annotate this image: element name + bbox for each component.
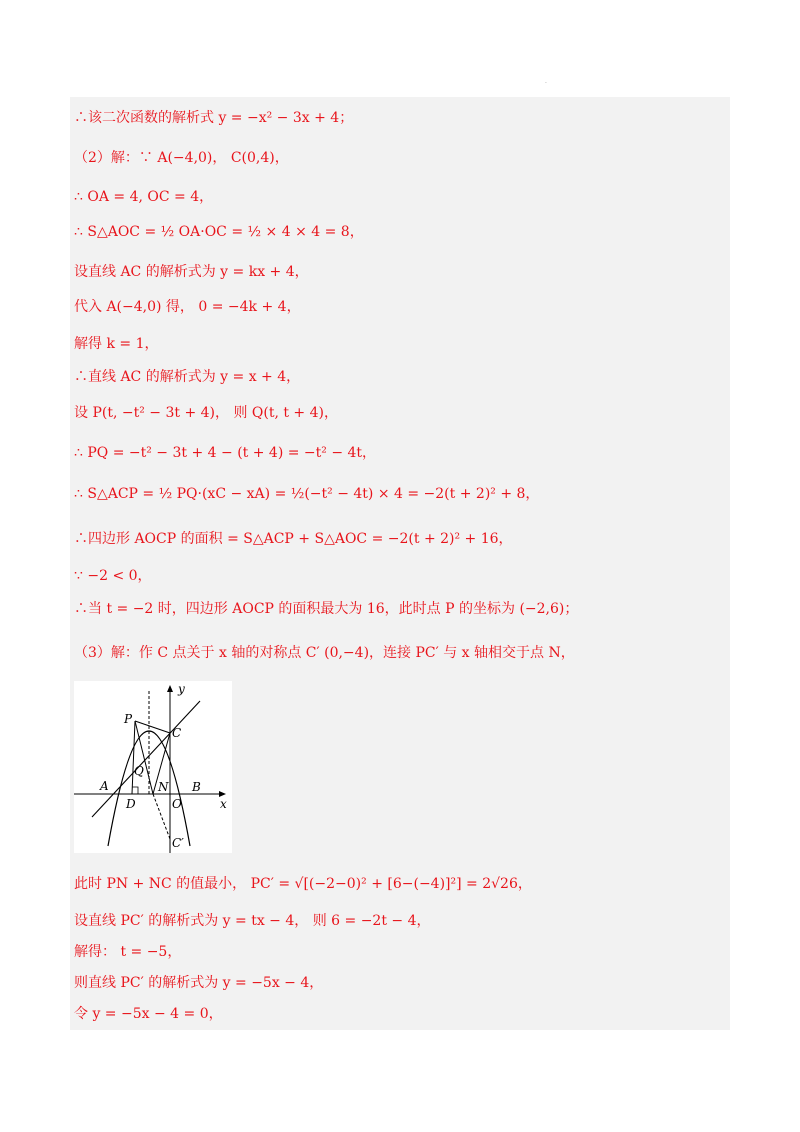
text-line: 代入 A(−4,0) 得， 0 = −4k + 4， [74, 299, 301, 315]
header-mark: · [545, 80, 547, 87]
label-c: C [172, 726, 182, 740]
label-o: O [172, 797, 182, 811]
geometry-figure [74, 681, 232, 853]
text-line: （2）解：∵ A(−4,0)， C(0,4)， [74, 150, 289, 166]
text-line: ∴直线 AC 的解析式为 y = x + 4， [74, 369, 301, 385]
text-line: 此时 PN + NC 的值最小， PC′ = √[(−2−0)² + [6−(−4)]²] = 2√26， [74, 876, 532, 892]
text-line: ∴ PQ = −t² − 3t + 4 − (t + 4) = −t² − 4t， [74, 445, 377, 461]
label-a: A [100, 779, 109, 793]
text-line: 解得： t = −5， [74, 944, 182, 960]
segment-nc-prime [153, 794, 170, 839]
segment-pd [132, 721, 135, 794]
label-x: x [220, 797, 227, 811]
text-line: ∴ S△ACP = ½ PQ·(xC − xA) = ½(−t² − 4t) × 4 = −2(t + 2)² + 8， [74, 486, 540, 502]
label-q: Q [134, 764, 144, 778]
text-line: ∴ OA = 4, OC = 4， [74, 189, 214, 205]
text-line: 设直线 PC′ 的解析式为 y = tx − 4， 则 6 = −2t − 4， [74, 913, 431, 929]
text-line: 令 y = −5x − 4 = 0， [74, 1006, 223, 1022]
y-axis-arrow [167, 685, 173, 692]
text-line: 则直线 PC′ 的解析式为 y = −5x − 4， [74, 975, 324, 991]
text-line: ∵ −2 < 0， [74, 568, 152, 584]
label-c-prime: C′ [172, 836, 184, 850]
text-line: ∴四边形 AOCP 的面积 = S△ACP + S△AOC = −2(t + 2)² + 16， [74, 531, 513, 547]
line-ac [92, 701, 200, 817]
label-d: D [126, 797, 136, 811]
text-line: （3）解：作 C 点关于 x 轴的对称点 C′ (0,−4)，连接 PC′ 与 x 轴相交于点 N， [74, 645, 575, 661]
segment-pc [135, 721, 170, 733]
label-b: B [192, 780, 201, 794]
text-line: ∴ S△AOC = ½ OA·OC = ½ × 4 × 4 = 8， [74, 224, 364, 240]
text-line: 设 P(t, −t² − 3t + 4)， 则 Q(t, t + 4)， [74, 405, 338, 421]
segment-pn [135, 721, 153, 794]
text-line: ∴当 t = −2 时，四边形 AOCP 的面积最大为 16，此时点 P 的坐标为 (−2,6)； [74, 601, 579, 617]
text-line: 解得 k = 1， [74, 336, 159, 352]
label-n: N [158, 780, 169, 794]
text-line: 设直线 AC 的解析式为 y = kx + 4， [74, 264, 309, 280]
label-p: P [124, 712, 133, 726]
right-angle-mark [132, 787, 138, 794]
text-line: ∴该二次函数的解析式 y = −x² − 3x + 4； [74, 110, 354, 126]
label-y: y [178, 682, 185, 696]
figure-svg [74, 681, 232, 853]
